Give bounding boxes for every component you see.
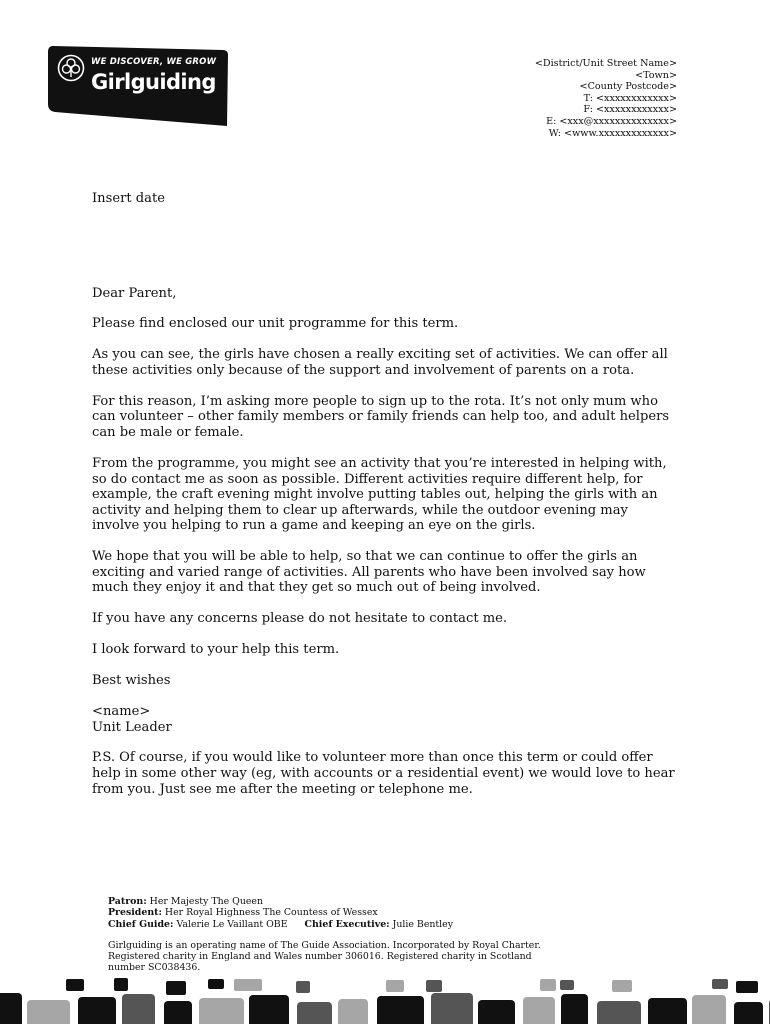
tile-small — [166, 981, 186, 995]
footer-chiefs — [108, 919, 608, 930]
letter-paragraph: If you have any concerns please do not hesitate to contact me. — [92, 611, 508, 627]
address-email: E: <xxx@xxxxxxxxxxxxxx> — [546, 115, 677, 127]
letter-paragraph: From the programme, you might see an activity that you’re interested in helping with, so do contact me as soon as possible. Different activities require different help, for example, the craft evening might involve putting tables out, helping the girls with an activity and helping them to clear up afterwards, while the outdoor evening may involve you helping to run a game and keeping an eye on the girls. — [92, 455, 667, 534]
tile-small — [66, 979, 84, 991]
tile-large — [597, 1001, 641, 1024]
tile-large — [122, 994, 155, 1024]
tile-large — [164, 1001, 192, 1024]
tile-large — [478, 1000, 515, 1024]
chief-guide-value: Valerie Le Vaillant OBE — [176, 918, 288, 930]
charity-line: Registered charity in England and Wales number 306016. Registered charity in Scotland — [108, 951, 532, 963]
trefoil-icon — [57, 54, 85, 82]
patron-label: Patron: — [108, 896, 147, 907]
charity-line: Girlguiding is an operating name of The Guide Association. Incorporated by Royal Charter. — [108, 939, 541, 951]
tile-small — [296, 981, 310, 993]
letter-body — [92, 191, 678, 813]
letter-paragraph: As you can see, the girls have chosen a really exciting set of activities. We can offer all these activities only because of the support and involvement of parents on a rota. — [92, 347, 668, 378]
letter-salutation: Dear Parent, — [92, 285, 177, 301]
tile-large — [338, 999, 368, 1024]
tile-large — [734, 1002, 763, 1024]
tile-large — [431, 993, 473, 1024]
address-postcode: <County Postcode> — [579, 81, 677, 93]
letter-paragraph: We hope that you will be able to help, so that we can continue to offer the girls an exciting and varied range of activities. All parents who have been involved say how much they enjoy it and that they get so much out of being involved. — [92, 549, 646, 596]
signature-name: <name> — [92, 703, 151, 719]
address-fax: F: <xxxxxxxxxxxx> — [583, 104, 677, 116]
letter-date: Insert date — [92, 191, 165, 206]
letter-paragraph: For this reason, I’m asking more people to sign up to the rota. It’s not only mum who can volunteer – other family members or family friends can help too, and adult helpers can be male or female. — [92, 393, 670, 441]
tile-large — [523, 997, 555, 1024]
tile-large — [249, 995, 289, 1024]
tile-small — [386, 980, 404, 992]
charity-line: number SC038436. — [108, 962, 201, 974]
tile-small — [560, 980, 574, 990]
president-label: President: — [108, 907, 162, 919]
address-website: W: <www.xxxxxxxxxxxxx> — [548, 127, 677, 139]
address-street: <District/Unit Street Name> — [534, 58, 677, 69]
letter-paragraph: Please find enclosed our unit programme for this term. — [92, 316, 459, 332]
tile-large — [648, 998, 687, 1024]
tile-large — [199, 998, 244, 1024]
address-telephone: T: <xxxxxxxxxxxx> — [583, 92, 677, 104]
letter-paragraph: I look forward to your help this term. — [92, 642, 340, 658]
tile-large — [0, 993, 22, 1024]
tile-large — [78, 997, 116, 1024]
footer — [108, 896, 608, 974]
president-value: Her Royal Highness The Countess of Wessex — [164, 907, 378, 919]
chief-guide-label: Chief Guide: — [108, 918, 174, 930]
tile-small — [208, 979, 224, 989]
tile-small — [736, 981, 758, 993]
logo-brand: Girlguiding — [91, 70, 216, 94]
tile-large — [27, 1000, 70, 1024]
letter-signature — [92, 704, 678, 735]
logo-tagline: WE DISCOVER, WE GROW — [91, 57, 217, 67]
tile-large — [297, 1002, 332, 1024]
tile-small — [612, 980, 632, 992]
tile-small — [540, 979, 556, 991]
tile-small — [234, 979, 262, 991]
tile-small — [712, 979, 728, 989]
patron-value: Her Majesty The Queen — [149, 896, 264, 907]
chief-exec-label: Chief Executive: — [304, 918, 390, 930]
tile-small — [426, 980, 442, 992]
letter-closing: Best wishes — [92, 673, 171, 689]
tile-large — [377, 996, 424, 1024]
tile-large — [692, 995, 726, 1024]
tile-large — [561, 994, 588, 1024]
signature-role: Unit Leader — [92, 719, 172, 735]
decorative-tile-band — [0, 975, 770, 1024]
footer-patron — [108, 896, 608, 907]
address-town: <Town> — [635, 69, 677, 81]
address-block — [535, 58, 677, 139]
chief-exec-value: Julie Bentley — [392, 918, 454, 930]
tile-small — [114, 978, 128, 991]
girlguiding-logo — [47, 44, 230, 128]
footer-president — [108, 907, 608, 918]
letter-postscript: P.S. Of course, if you would like to volunteer more than once this term or could offer help in some other way (eg, with accounts or a residential event) we would love to hear from you. Just see me after the meeting or telephone me. — [92, 750, 675, 797]
